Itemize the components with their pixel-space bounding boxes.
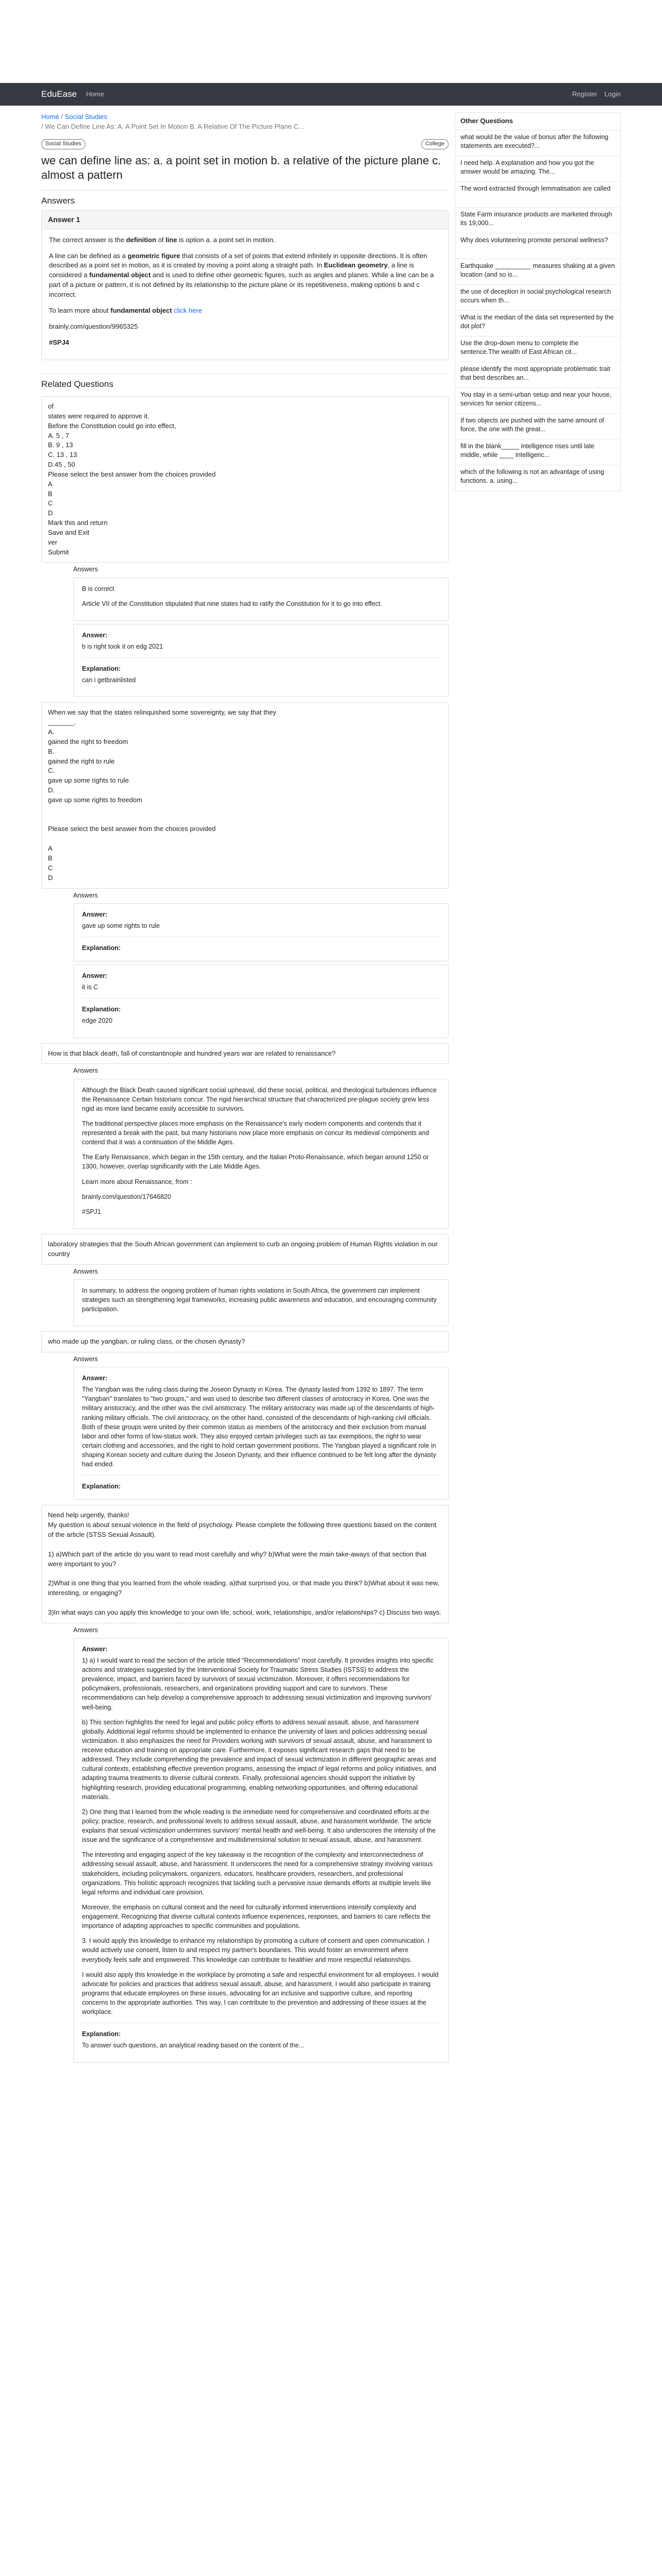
- sidebar-question-link[interactable]: fill in the blank_____ intelligence rises until late middle, while ____ intelligenc...: [455, 439, 620, 465]
- sidebar-question-link[interactable]: what would be the value of bonus after the following statements are executed?...: [455, 130, 620, 156]
- answer-paragraph: brainly.com/question/17646820: [82, 1193, 171, 1200]
- answer-label: Answer:: [82, 631, 108, 639]
- explanation-label: Explanation:: [82, 665, 121, 673]
- related-answers-label: Answers: [73, 891, 98, 899]
- answer-text: gave up some rights to rule: [82, 922, 160, 929]
- answer-paragraph: #SPJ1: [82, 1208, 101, 1215]
- browser-top-area: [0, 0, 662, 20]
- answer-paragraph: Learn more about Renaissance, from :: [82, 1178, 192, 1185]
- main-content: [41, 112, 449, 2063]
- related-answer: [73, 578, 449, 621]
- other-questions-sidebar: [455, 112, 621, 492]
- breadcrumb-category[interactable]: Social Studies: [64, 113, 107, 121]
- top-navbar: [0, 83, 662, 106]
- explanation-label: Explanation:: [82, 1006, 121, 1013]
- answer-paragraph: A line can be defined as a geometric figure that consists of a set of points that extend infinitely in opposite directions. It is often described as a point set in motion, as it is created by moving a point along a straight path. In Euclidean geometry, a line is considered a fundamental object and is used to define other geometric figures, such as angles and planes. While a line can be a part of a picture or pattern, it is not defined by its relationship to the picture plane or its repetitiveness, making options b and c incorrect.: [49, 251, 434, 298]
- related-heading: Related Questions: [41, 379, 113, 389]
- answer-text: The Yangban was the ruling class during the Joseon Dynasty in Korea. The dynasty lasted from 1392 to 1897. The term "Yangban" translates to "two groups," and was used to describe two different classes of aristocracy in Korea. One was the military aristocracy, and the other was the civil aristocracy. The military aristocracy was made up of the descendants of high-ranking military officials. The civil aristocracy, on the other hand, consisted of the descendants of high-ranking civil officials. Both of these groups were united by their common status as members of the aristocracy and their exclusion from manual labor and other forms of low-status work. They also enjoyed certain privileges such as tax exemptions, the right to wear certain clothing and accessories, and the right to hold certain government positions. The Yangban played a significant role in shaping Korean society and culture during the Joseon Dynasty, and their influence continued to be felt long after the dynasty had ended.: [82, 1386, 437, 1468]
- explanation-text: can i getbrainlisted: [82, 676, 136, 684]
- answer-card-heading: Answer 1: [42, 211, 448, 229]
- sidebar-question-link[interactable]: If two objects are pushed with the same amount of force, the one with the great...: [455, 414, 620, 439]
- related-question[interactable]: who made up the yangban, or ruling class, or the chosen dynasty?: [41, 1331, 449, 1352]
- related-question[interactable]: laboratory strategies that the South African government can implement to curb an ongoing problem of Human Rights violation in our country: [41, 1234, 449, 1265]
- breadcrumb-current: We Can Define Line As: A. A Point Set In Motion B. A Relative Of The Picture Plane C...: [45, 122, 304, 130]
- answer-paragraph: Although the Black Death caused significant social upheaval, did these social, political, and theological turbulences influence the Renaissance Certain historians concur. The rigid hierarchical structure that characterized pre-plague society grew less rigid as more land became easily accessible to survivors.: [82, 1086, 437, 1112]
- sidebar-question-link[interactable]: Use the drop-down menu to complete the sentence.The wealth of East African cit...: [455, 336, 620, 362]
- explanation-text: To answer such questions, an analytical reading based on the content of the...: [82, 2042, 304, 2049]
- answer-card-body: [42, 229, 448, 360]
- related-answers-label: Answers: [73, 566, 98, 573]
- sidebar-question-link[interactable]: What is the median of the data set represented by the dot plot?: [455, 311, 620, 336]
- answer-text: b is right took it on edg 2021: [82, 642, 163, 650]
- divider: [41, 190, 449, 191]
- answer-label: Answer:: [82, 1645, 108, 1653]
- sidebar-list: [455, 130, 620, 491]
- related-answer: [73, 964, 449, 1038]
- sidebar-question-link[interactable]: which of the following is not an advantage of using functions. a. using...: [460, 468, 604, 485]
- sidebar-question-link[interactable]: State Farm insurance products are marketed through its 19,000...: [455, 208, 620, 233]
- sidebar-question-link[interactable]: Earthquake __________ measures shaking at a given location (and so is...: [455, 259, 620, 285]
- answer-card: [41, 210, 449, 360]
- related-answers-label: Answers: [73, 1626, 98, 1634]
- related-question[interactable]: Need help urgently, thanks! My question is about sexual violence in the field of psychology. Please complete the following three questions based on the content of the article (STSS Sexual Assault). 1) a)Which part of the article do you want to read most carefully and why? b)What were the main take-aways of that section that were important to you? 2)What is one thing that you learned from the whole reading. a)that surprised you, or that made you think? b)What about it was new, interesting, or engaging? 3)In what ways can you apply this knowledge to your own life, school, work, relationships, and/or relationships? c) Discuss two ways.: [41, 1505, 449, 1623]
- answers-heading: Answers: [41, 195, 75, 206]
- related-answer: [73, 1079, 449, 1229]
- answer-paragraph: Moreover, the emphasis on cultural context and the need for culturally informed interventions intensify complexity and engagement. Recognizing that diverse cultural contexts influence experiences, responses, and barriers to care reflects the importance of adapting approaches to specific communities and populations.: [82, 1903, 431, 1930]
- level-tag[interactable]: College: [421, 139, 449, 149]
- explanation-label: Explanation:: [82, 1483, 121, 1490]
- answer-paragraph: The Early Renaissance, which began in the 15th century, and the Italian Proto-Renaissance, which began around 1250 or 1300, however, overlap significantly with the Late Middle Ages.: [82, 1154, 429, 1171]
- question-tags: [41, 139, 449, 149]
- answer-paragraph: b) This section highlights the need for legal and public policy efforts to address sexual assault, abuse, and harassment globally. Additional legal reforms should be implemented to enhance the university of laws and policies addressing sexual victimization. It also emphasizes the need for Providers working with survivors of sexual assault, abuse, and harassment to receive education and training on appropriate care. Furthermore, it exposes significant research gaps that need to be addressed. They include comprehending the prevalence and impact of sexual victimization in different geographic areas and cultural contexts, establishing effective prevention programs, assessing the impact of legal reforms and policy initiatives, and adapting trauma treatments to diverse cultural contexts. Finally, professional agencies should support the initiative by highlighting research, providing educational programming, enabling networking opportunities, and offering educational materials.: [82, 1718, 436, 1801]
- related-answers-label: Answers: [73, 1267, 98, 1275]
- divider: [82, 1475, 440, 1476]
- breadcrumb: Home / Social Studies / We Can Define Line As: A. A Point Set In Motion B. A Relative Of The Picture Plane C...: [41, 113, 304, 130]
- hashtag: #SPJ4: [49, 338, 70, 346]
- answer-paragraph: In summary, to address the ongoing problem of human rights violations in South Africa, the government can implement strategies such as strengthening legal frameworks, increasing public awareness and education, and encouraging community participation.: [82, 1286, 437, 1313]
- answer-paragraph: 1) a) I would want to read the section of the article titled "Recommendations" most carefully. It provides insights into specific actions and strategies suggested by the Interventional Society for Traumatic Stress Studies (ISTSS) to address the prevalence, impact, and barriers faced by survivors of sexual victimization. Moreover, it offers recommendations for policymakers, professionals, researchers, and organizations providing support and care to survivors. These recommendations can help develop a comprehensive approach to addressing sexual victimization and improving survivors' well-being.: [82, 1656, 434, 1711]
- login-link[interactable]: Login: [604, 90, 621, 98]
- sidebar-question-link[interactable]: The word extracted through lemmatisation are called: [455, 182, 620, 208]
- related-questions-list: [41, 396, 449, 2063]
- register-link[interactable]: Register: [572, 90, 598, 98]
- explanation-label: Explanation:: [82, 944, 121, 952]
- sidebar-question-link[interactable]: Why does volunteering promote personal wellness?: [455, 233, 620, 259]
- breadcrumb-home[interactable]: Home: [41, 113, 59, 121]
- reference-link: brainly.com/question/9965325: [49, 322, 138, 330]
- answer-paragraph: I would also apply this knowledge in the workplace by promoting a safe and respectful environment for all employees. I would advocate for policies and practices that address sexual assault, abuse, and harassment. I would also participate in training programs that educate employees on these issues, advocating for an inclusive and supportive culture, and reporting concerns to the appropriate authorities. This way, I can contribute to the prevention and addressing of these issues at the workplace.: [82, 1971, 439, 2016]
- answer-paragraph: Article VII of the Constitution stipulated that nine states had to ratify the Constitution for it to go into effect.: [82, 600, 383, 607]
- question-title: we can define line as: a. a point set in motion b. a relative of the picture plane c. almost a pattern: [41, 154, 441, 182]
- nav-auth-links: [572, 90, 621, 99]
- explanation-label: Explanation:: [82, 2030, 121, 2038]
- sidebar-question-link[interactable]: I need help. A explanation and how you got the answer would be amazing. The...: [455, 156, 620, 182]
- related-answer: [73, 1367, 449, 1500]
- answer-paragraph: The interesting and engaging aspect of the key takeaway is the recognition of the complexity and interconnectedness of addressing sexual assault, abuse, and harassment. It underscores the need for a comprehensive strategy involving various stakeholders, including policymakers, organizers, educators, healthcare providers, researchers, and professional organizations. This holistic approach recognizes that tackling such a pervasive issue demands efforts at multiple levels like legal reforms and individual care provision.: [82, 1851, 433, 1896]
- divider: [82, 657, 440, 658]
- answer-paragraph: The traditional perspective places more emphasis on the Renaissance's early modern components and contends that it represented a break with the past, but many historians now place more emphasis on concur its medieval components and contend that it was a continuation of the Middle Ages.: [82, 1120, 429, 1146]
- answer-paragraph: The correct answer is the definition of line is option a. a point set in motion.: [49, 235, 275, 244]
- related-answer: [73, 1638, 449, 2063]
- answer-label: Answer:: [82, 910, 108, 918]
- related-answers-label: Answers: [73, 1067, 98, 1075]
- explanation-text: edge 2020: [82, 1017, 113, 1025]
- related-question[interactable]: of states were required to approve it. Before the Constitution could go into effect, A. 5 , 7 B. 9 , 13 C. 13 , 13 D.45 , 50 Please select the best answer from the choices provided A B C D Mark this and return Save and Exit ver Submit: [41, 396, 449, 563]
- sidebar-heading: Other Questions: [455, 113, 620, 130]
- answer-text: it is C: [82, 984, 98, 991]
- answer-label: Answer:: [82, 1375, 108, 1382]
- related-answers-label: Answers: [73, 1355, 98, 1363]
- answer-label: Answer:: [82, 972, 108, 980]
- learn-more-line: To learn more about fundamental object click here: [49, 306, 202, 314]
- sidebar-question-link[interactable]: You stay in a semi-urban setup and near your house, services for senior citizens...: [455, 388, 620, 414]
- related-answer: [73, 1279, 449, 1326]
- answer-paragraph: 2) One thing that I learned from the whole reading is the immediate need for comprehensive and coordinated efforts at the policy, practice, research, and professional levels to address sexual assault, abuse, and harassment worldwide. The article explains that sexual victimization undermines survivors' mental health and well-being. It also underscores the intensity of the issue and the significance of a comprehensive and multidimensional solution to sexual assault, abuse, and harassment.: [82, 1808, 436, 1844]
- related-question[interactable]: When we say that the states relinquished some sovereignty, we say that they _______. A. gained the right to freedom B. gained the right to rule C. gave up some rights to rule D. gave up some rights to freedom Please select the best answer from the choices provided A B C D: [41, 702, 449, 888]
- related-answer: [73, 624, 449, 698]
- related-question[interactable]: How is that black death, fall of constantinople and hundred years war are related to renaissance?: [41, 1043, 449, 1064]
- answer-paragraph: B is correct: [82, 585, 114, 592]
- nav-home-link[interactable]: Home: [86, 90, 104, 98]
- click-here-link[interactable]: click here: [172, 306, 202, 314]
- brand-logo[interactable]: EduEase: [41, 89, 77, 99]
- answer-paragraph: 3. I would apply this knowledge to enhance my relationships by promoting a culture of consent and open communication. I would actively use consent, listen to and respect my partner's boundaries. This would foster an environment where everybody feels safe and empowered. This knowledge can contribute to healthier and more respectful relationships.: [82, 1937, 430, 1963]
- related-answer: [73, 903, 449, 961]
- sidebar-question-link[interactable]: please identify the most appropriate problematic trait that best describes an...: [455, 362, 620, 388]
- sidebar-question-link[interactable]: the use of deception in social psychological research occurs when th...: [455, 285, 620, 311]
- subject-tag[interactable]: Social Studies: [41, 139, 86, 149]
